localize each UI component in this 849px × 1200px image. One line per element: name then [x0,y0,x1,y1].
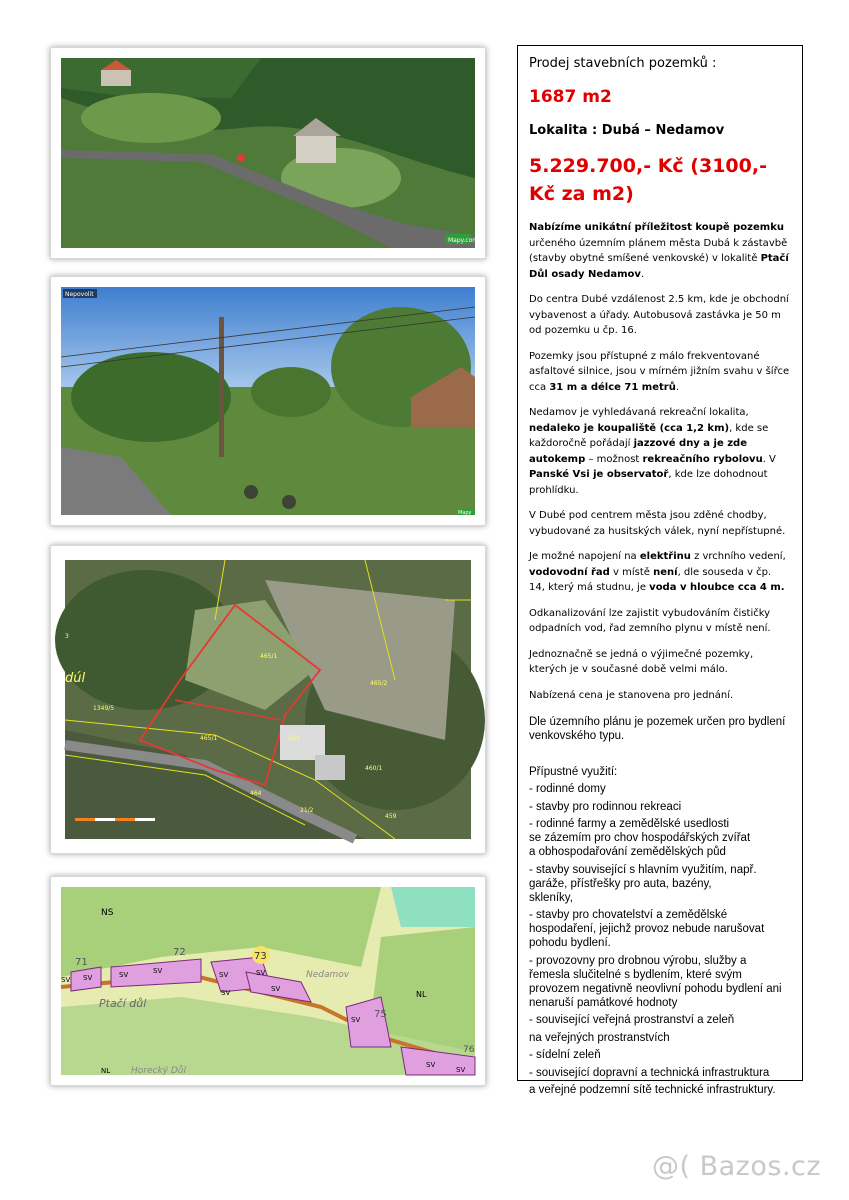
paragraph-negotiable: Nabízená cena je stanovena pro jednání. [529,689,734,701]
zoning-label-nedamov: Nedamov [306,970,350,980]
zoning-sv-7: SV [221,989,231,997]
parcel-label-5: 21/1 [287,735,301,742]
use-item: - stavby související s hlavním využitím, např. garáže, přístřešky pro auta, bazény, skleníky, [529,863,757,904]
rec-b3: rekreačního rybolovu [642,453,763,465]
zoning-sv-1: SV [61,976,71,984]
parcel-label-3: 465/2 [370,680,388,687]
use-item: - související dopravní a technická infrastruktura [529,1066,770,1079]
street-view-badge: Mapy [458,510,472,516]
use-item: - rodinné domy [529,783,606,795]
listing-location: Lokalita : Dubá – Nedamov [529,123,725,138]
photo-zoning-plan [50,876,486,1086]
zoning-sv-4: SV [153,967,163,975]
parcel-label-11: 3 [65,633,69,640]
street-view-image [61,287,475,515]
parcel-label-8: 459 [385,813,397,820]
parcel-label-dul: dúl [65,671,86,686]
offer-end: . [640,268,645,280]
mapy-badge: Mapy.com [448,237,479,244]
util-b1: elektřinu [639,551,691,562]
street-view-label: Nepovolit [65,291,94,298]
use-item: - sídelní zeleň [529,1049,601,1061]
util-b2: vodovodní řad [529,566,610,578]
paragraph-offer [529,220,790,282]
util-t2: z vrchního vedení, [690,551,786,562]
zoning-label-ptaci-dul: Ptačí důl [99,997,147,1010]
zoning-label-ns: NS [101,908,114,918]
paragraph-distance: Do centra Dubé vzdálenost 2.5 km, kde je obchodní vybavenost a úřady. Autobusová zastávka je 50 m od pozemku u čp. 16. [529,294,789,336]
zoning-label-71: 71 [75,957,88,968]
rec-b1: nedaleko je koupaliště (cca 1,2 km) [529,422,730,434]
util-t4: , dle souseda v čp. 14, který má studnu, je [529,566,772,593]
rec-b4: Panské Vsi je observatoř [529,469,669,480]
use-item: - rodinné farmy a zemědělské usedlosti se zázemím pro chov hospodářských zvířat a obhospodařování zemědělských půd [529,818,751,858]
use-item: - stavby pro chovatelství a zemědělské hospodaření, jejichž provoz nebude narušovat pohodu bydlení. [529,909,765,949]
zoning-sv-6: SV [256,969,266,977]
use-item: - provozovny pro drobnou výrobu, služby a řemesla slučitelné s bydlením, které svým provozem negativně neovlivní pohodu bydlení ani nenaruší památkové hodnoty [529,954,782,1009]
paragraph-recreation [529,405,790,498]
zoning-label-75: 75 [374,1009,387,1020]
price-line-1: 5.229.700,- Kč (3100,- [529,155,767,177]
zoning-sv-2: SV [83,974,93,982]
zoning-sv-3: SV [119,971,129,979]
use-item: na veřejných prostranstvích [529,1031,670,1044]
zoning-sv-5: SV [219,971,229,979]
zoning-label-nl-2: NL [101,1067,111,1075]
uses-title: Přípustné využití: [529,766,618,778]
parcel-label-7: 464 [250,790,262,797]
zoning-label-nl-1: NL [416,990,427,999]
parcel-label-6: 21/2 [300,807,314,814]
rec-t1: Nedamov je vyhledávaná rekreační lokalita, [529,407,749,418]
offer-bold: Nabízíme unikátní příležitost koupě pozemku [529,222,784,233]
access-end: . [675,381,680,393]
price-line-2: Kč za m2) [529,183,634,205]
rec-t5: , kde lze dohodnout prohlídku. [529,469,768,496]
paragraph-zoning: Dle územního plánu je pozemek určen pro bydlení venkovského typu. [529,716,786,742]
bazos-watermark: @( Bazos.cz [652,1151,822,1182]
zoning-image [61,887,475,1075]
parcel-label-9: 460/1 [365,765,383,772]
zoning-sv-10: SV [426,1061,436,1069]
paragraph-access [529,349,790,396]
listing-price [529,152,790,208]
cadastral-image [65,560,471,839]
zoning-label-72: 72 [173,947,186,958]
rec-t4: . V [762,453,776,465]
zoning-sv-9: SV [351,1016,361,1024]
offer-text: určeného územním plánem města Dubá k zástavbě (stavby obytné smíšené venkovské) v lokalitě [529,237,788,264]
access-text: Pozemky jsou přístupné z málo frekventované asfaltové silnice, jsou v mírném jižním svahu v šířce cca [529,350,790,393]
rec-t3: – možnost [585,453,643,465]
rec-t2: , kde se každoročně pořádají [529,422,769,449]
zoning-label-76: 76 [463,1045,475,1055]
offer-locality: Ptačí Důl osady Nedamov [529,253,789,280]
photo-street-view [50,276,486,526]
zoning-label-73: 73 [254,951,267,962]
photo-cadastral-map [50,545,486,854]
use-item: a veřejné podzemní sítě technické infrastruktury. [529,1084,776,1096]
uses-list [529,782,790,1097]
paragraph-unique: Jednoznačně se jedná o výjimečné pozemky, kterých je v současné době velmi málo. [529,648,754,675]
util-t1: Je možné napojení na [529,551,640,562]
parcel-label-4: 1349/5 [93,705,115,712]
parcel-label-2: 465/1 [200,735,218,742]
listing-area: 1687 m2 [529,87,612,107]
use-item: - stavby pro rodinnou rekreaci [529,800,682,813]
rec-b2: jazzové dny a je zde autokemp [529,438,747,465]
paragraph-utilities [529,549,790,596]
paragraph-tunnels: V Dubé pod centrem města jsou zděné chodby, vybudované za husitských válek, nyní nepřístupné. [529,510,786,537]
access-dimensions: 31 m a délce 71 metrů [549,381,676,393]
listing-intro: Prodej stavebních pozemků : [529,56,717,71]
photo-aerial-3d [50,47,486,259]
zoning-label-horecky-dul: Horecký Důl [131,1066,186,1076]
paragraph-sewage: Odkanalizování lze zajistit vybudováním čističky odpadních vod, řad zemního plynu v místě není. [529,607,771,634]
util-b3: není [653,566,678,578]
zoning-sv-11: SV [456,1066,466,1074]
util-t3: v místě [609,566,654,578]
util-b4: voda v hloubce cca 4 m. [649,582,785,593]
use-item: - související veřejná prostranství a zeleň [529,1014,735,1026]
zoning-sv-8: SV [271,985,281,993]
aerial-3d-image [61,58,479,248]
listing-panel [517,45,803,1096]
parcel-label-1: 465/1 [260,653,278,660]
